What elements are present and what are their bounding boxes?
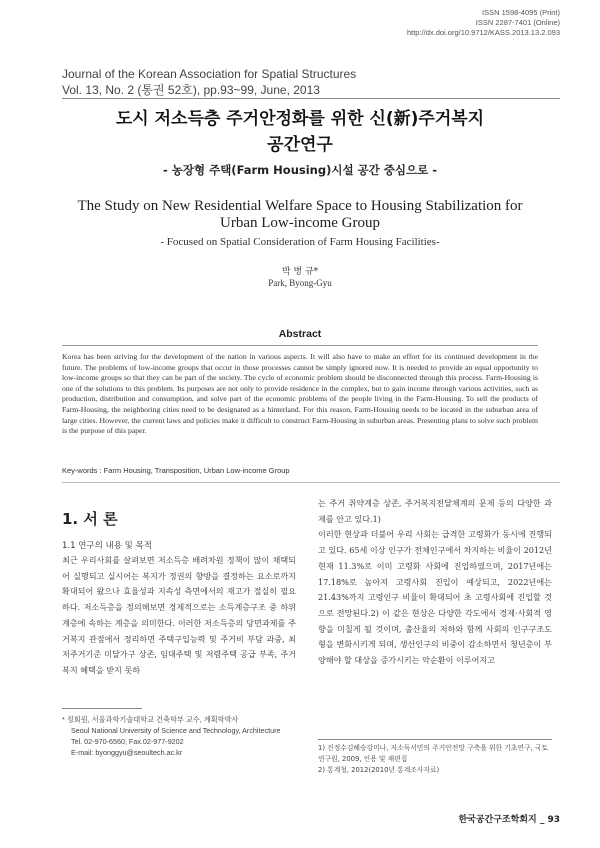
keywords: Key-words : Farm Housing, Transposition, Urban Low-income Group xyxy=(62,466,290,475)
volume-line: Vol. 13, No. 2 (통권 52호), pp.93~99, June, 2013 xyxy=(62,83,320,97)
right-column xyxy=(318,496,552,669)
abstract-heading: Abstract xyxy=(278,328,322,340)
korean-title-line1: 도시 저소득층 주거안정화를 위한 신(新)주거복지 xyxy=(115,109,485,129)
footnote-contact: Tel. 02-970-6560, Fax.02-977-9202 xyxy=(71,737,184,746)
english-title xyxy=(60,198,540,232)
korean-subtitle: - 농장형 주택(Farm Housing)시설 공간 중심으로 - xyxy=(162,163,437,177)
header-divider xyxy=(62,98,560,99)
korean-title-line2: 공간연구 xyxy=(267,135,333,155)
author-korean: 박 병 규* xyxy=(281,267,319,277)
issn-print: ISSN 1598-4095 (Print) xyxy=(482,8,560,17)
english-title-line2: Urban Low-income Group xyxy=(220,215,380,231)
footnote-1: 1) 진정수김혜승강미나, 저소득서민의 주거안전망 구축을 위한 기초연구, 국토연구원, 2009, 인용 및 재편집 xyxy=(318,744,548,763)
footnote-email[interactable]: E-mail: byonggyu@seoultech.ac.kr xyxy=(71,748,183,757)
english-subtitle: - Focused on Spatial Consideration of Farm Housing Facilities- xyxy=(160,236,440,248)
abstract-divider xyxy=(62,345,538,346)
journal-name: Journal of the Korean Association for Spatial Structures xyxy=(62,67,357,81)
issn-online: ISSN 2287-7401 (Online) xyxy=(475,18,560,27)
keywords-divider xyxy=(62,482,560,483)
subsection-heading: 1.1 연구의 내용 및 목적 xyxy=(62,541,153,551)
english-title-line1: The Study on New Residential Welfare Space to Housing Stabilization for xyxy=(77,198,523,214)
footnote-2: 2) 통계청, 2012(2010년 통계조사자료) xyxy=(318,766,440,774)
footnote-divider-left xyxy=(62,708,142,709)
doi-link[interactable]: http://dx.doi.org/10.9712/KASS.2013.13.2.093 xyxy=(406,28,560,37)
footnote-divider-right xyxy=(318,739,552,740)
left-column xyxy=(62,508,296,679)
section-heading: 1. 서 론 xyxy=(62,510,118,528)
author-english: Park, Byong-Gyu xyxy=(268,278,332,288)
page-footer: 한국공간구조학회지 _ 93 xyxy=(458,815,560,825)
right-body-text-2: 이러한 현상과 더불어 우리 사회는 급격한 고령화가 동시에 진행되고 있다. 65세 이상 인구가 전체인구에서 차지하는 비율이 2012년 현재 11.3%로 이미 고령화 사회에 진입하였으며, 2017년에는 17.18%로 높아져 고령사회 진입이 예상되고, 2022년에는 21.43%까지 고령인구 비율이 확대되어 초 고령사회에 진입할 것으로 전망된다.2) 이 같은 현상은 다양한 각도에서 경제·사회적 영향을 미칠게 될 것이며, 출산율의 저하와 함께 사회의 인구구조도형을 변화시키게 되며, 생산인구의 비중이 감소하면서 청년층이 부양해야 할 대상을 증가시키는 악순환이 이루어지고 xyxy=(318,529,552,666)
journal-header xyxy=(62,66,356,98)
footnote-affiliation-en: Seoul National University of Science and Technology, Architecture xyxy=(71,726,281,735)
right-body-text-1: 는 주거 취약계층 상존, 주거복지전달체계의 문제 등의 다양한 과제를 안고 있다.1) xyxy=(318,498,552,524)
left-body-text: 최근 우리사회를 살펴보면 저소득층 배려차원 정책이 많이 채택되어 실행되고 실시어는 복지가 정권의 향방을 결정하는 요소로까지 확대되어 왔으나 효율성과 지속성 측면에서의 재고가 절실히 필요하다. 저소득층을 정의해보면 경제적으로는 소득계층구조 중 하위계층에 속하는 계층을 의미한다. 이러한 저소득층의 당면과제를 주거복지 관점에서 정리하면 주택구입능력 및 주거비 부담 과중, 최저주거기준 미달가구 상존, 임대주택 및 저렴주택 공급 부족, 주거복지 혜택을 받지 못하 xyxy=(62,555,296,675)
abstract-text: Korea has been striving for the development of the nation in various aspects. It will also have to make an effort for its continued development in the future. The problems of low-income groups that occur in those processes cannot be simply ignored now. It is needed to provide an equal opportunity to low-income groups so that they can be part of the society. The cycle of economic problem should be disconnected through this process. Farm-Housing is one of the solutions to this problem. Its purposes are not only to provide residence in the complex, but to gain income through various activities, such as production, distribution and consumption, and solve part of the economic problems of the people living in the Farm-Housing. To sell the products of Farm-Housing, the neighboring cities need to be designated as a hinterland. For this reason, Farm-Housing needs to be located in the suburban area of large cities. However, the current laws and policies make it difficult to construct Farm-Housing in suburban areas. Presenting plans to solve such problem is the purpose of this paper. xyxy=(62,352,538,436)
korean-title xyxy=(40,106,560,158)
author-footnote xyxy=(62,714,298,758)
footnote-affiliation-kr: * 정회원, 서울과학기술대학교 건축학부 교수, 계획학박사 xyxy=(62,715,239,724)
reference-footnotes xyxy=(318,743,552,776)
issn-block xyxy=(407,8,560,38)
